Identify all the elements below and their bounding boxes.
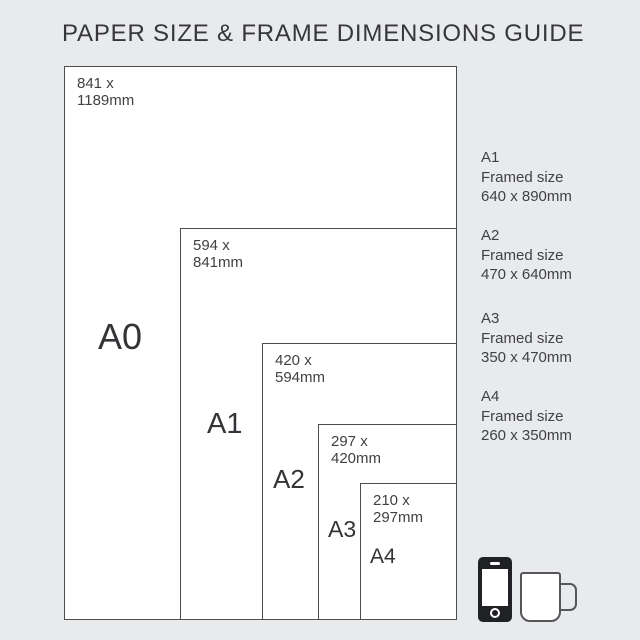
framed-size-value: 640 x 890mm (481, 188, 572, 205)
framed-size-value: 470 x 640mm (481, 266, 572, 283)
framed-size-a3 (481, 309, 631, 368)
paper-label-a0: A0 (98, 316, 143, 357)
paper-dimensions-a2 (275, 352, 325, 386)
framed-size-label: A4 (481, 388, 500, 405)
phone-screen (482, 569, 508, 606)
dimension-line: 594mm (275, 369, 326, 386)
paper-dimensions-a0 (77, 75, 134, 109)
paper-label-a3: A3 (328, 516, 357, 542)
paper-dimensions-a4 (373, 492, 423, 526)
smartphone-icon (478, 557, 512, 622)
dimension-line: 594 x (193, 237, 230, 254)
dimension-line: 297 x (331, 433, 368, 450)
framed-size-caption: Framed size (481, 407, 564, 425)
framed-size-a2 (481, 226, 631, 285)
mug-icon (520, 572, 561, 622)
framed-size-a4 (481, 387, 631, 446)
phone-speaker (490, 562, 500, 565)
paper-rect-a4 (360, 483, 457, 620)
paper-dimensions-a1 (193, 237, 243, 271)
framed-size-caption: Framed size (481, 329, 564, 347)
framed-size-value: 350 x 470mm (481, 349, 572, 366)
framed-size-a1 (481, 148, 631, 207)
framed-size-label: A1 (481, 149, 500, 166)
framed-size-label: A3 (481, 310, 500, 327)
framed-size-caption: Framed size (481, 246, 564, 264)
dimension-line: 297mm (373, 509, 424, 526)
framed-size-value: 260 x 350mm (481, 427, 572, 444)
phone-home-button (490, 608, 500, 618)
paper-dimensions-a3 (331, 433, 381, 467)
page-title: PAPER SIZE & FRAME DIMENSIONS GUIDE (62, 20, 585, 47)
paper-label-a4: A4 (370, 545, 396, 568)
paper-label-a2: A2 (273, 464, 305, 494)
dimension-line: 420 x (275, 352, 312, 369)
dimension-line: 420mm (331, 450, 382, 467)
dimension-line: 210 x (373, 492, 410, 509)
framed-size-caption: Framed size (481, 168, 564, 186)
paper-label-a1: A1 (207, 408, 243, 440)
dimension-line: 841mm (193, 254, 244, 271)
framed-size-label: A2 (481, 227, 500, 244)
dimension-line: 1189mm (77, 92, 135, 109)
dimension-line: 841 x (77, 75, 114, 92)
